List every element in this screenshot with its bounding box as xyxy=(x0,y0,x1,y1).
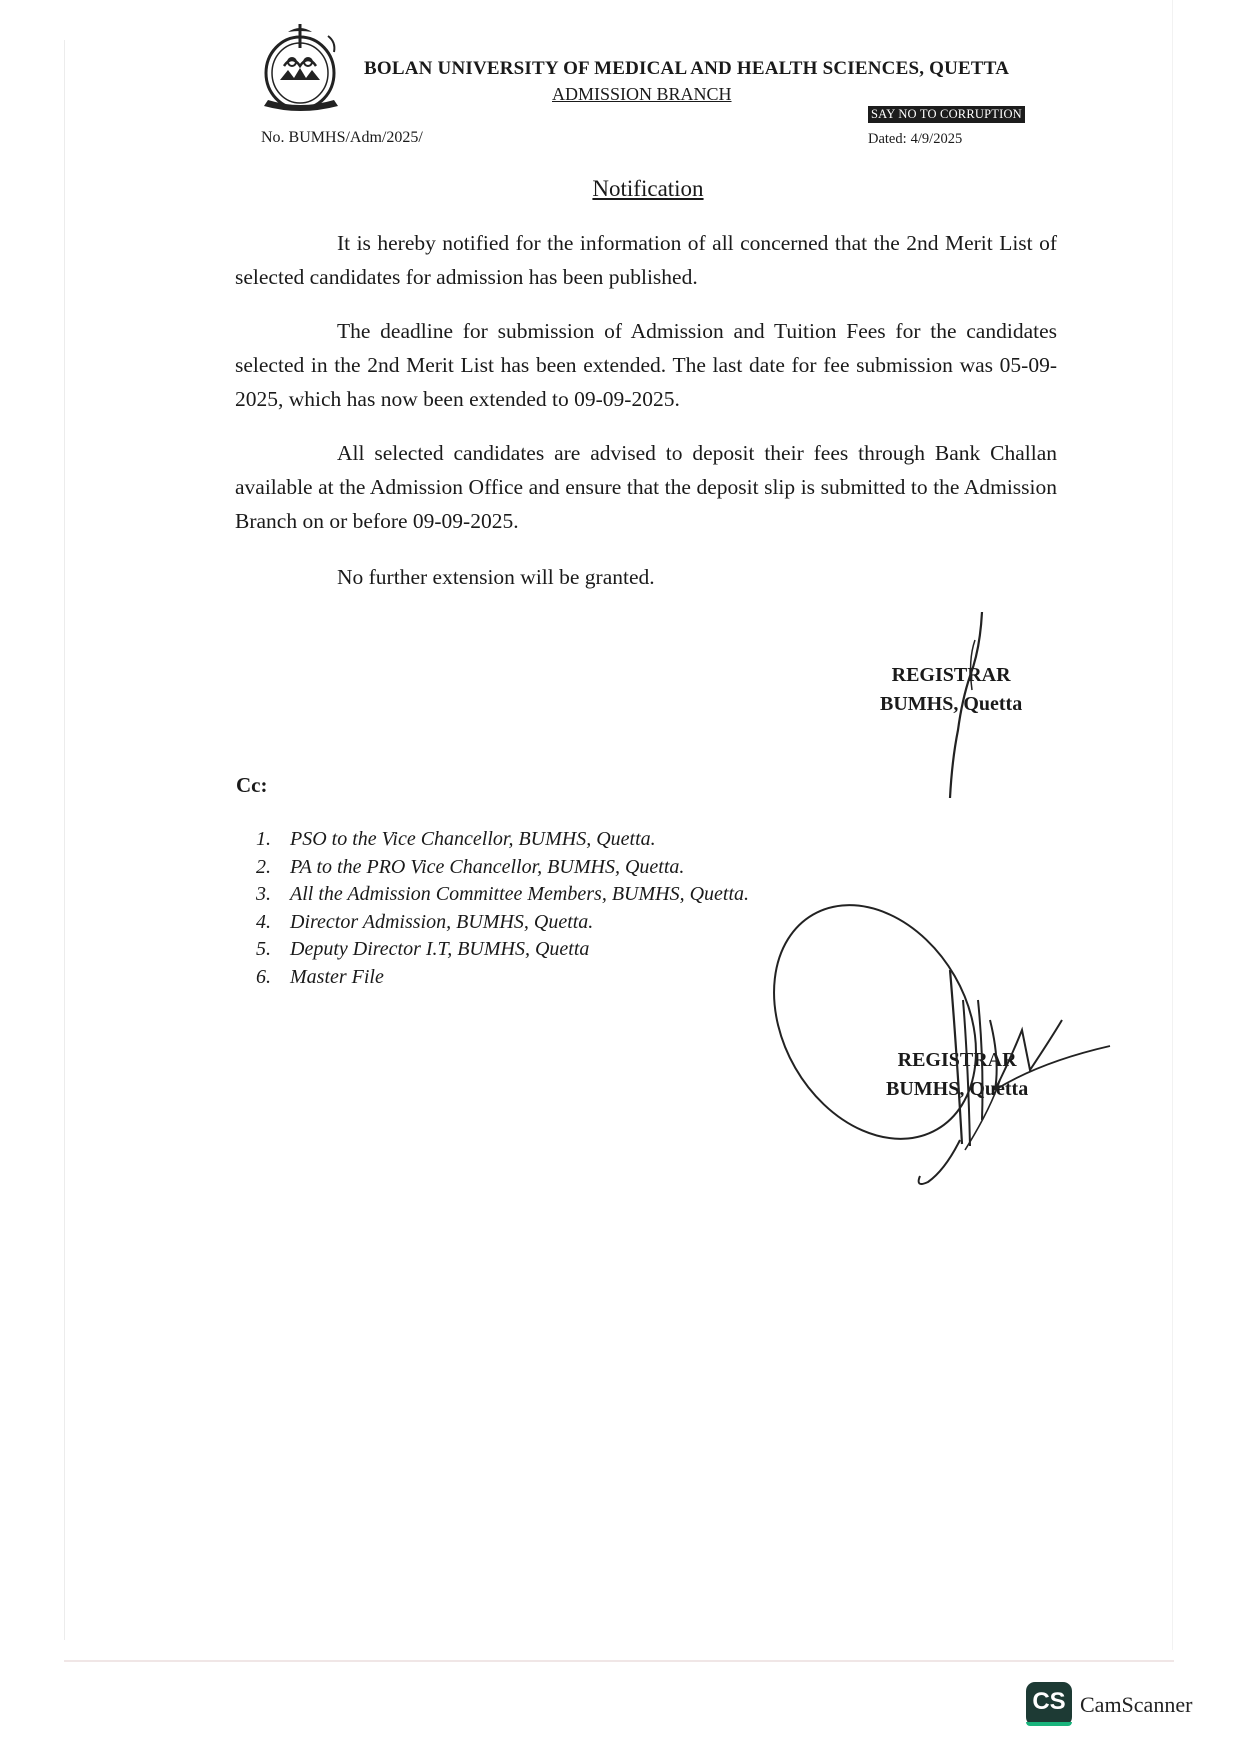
cc-item xyxy=(256,881,749,909)
cc-item-text: Deputy Director I.T, BUMHS, Quetta xyxy=(290,938,590,961)
cc-item xyxy=(256,909,749,937)
branch-name: ADMISSION BRANCH xyxy=(552,84,732,104)
cc-item-number: 6. xyxy=(256,965,271,988)
cc-item-text: Director Admission, BUMHS, Quetta. xyxy=(290,910,594,933)
stamp-designation: REGISTRAR xyxy=(897,1049,1017,1071)
date-value: 4/9/2025 xyxy=(910,131,963,147)
scan-right-edge xyxy=(1172,0,1173,1650)
cc-label: Cc: xyxy=(236,773,268,797)
camscanner-watermark: CamScanner xyxy=(1080,1692,1193,1717)
cc-item-number: 3. xyxy=(256,883,271,906)
notification-title: Notification xyxy=(592,176,704,201)
paragraph-merit-list xyxy=(235,226,1057,294)
paragraph-no-extension xyxy=(235,560,1057,594)
paragraph-deadline xyxy=(235,314,1057,416)
cc-item-text: PA to the PRO Vice Chancellor, BUMHS, Quetta. xyxy=(290,855,685,878)
cc-item xyxy=(256,936,749,964)
cc-item-number: 5. xyxy=(256,938,271,961)
signatory-organization: BUMHS, Quetta xyxy=(880,693,1023,715)
cc-item-number: 4. xyxy=(256,910,271,933)
paragraph-3-text: All selected candidates are advised to deposit their fees through Bank Challan available at the Admission Office and ensure that the deposit slip is submitted to the Admission Branch on or before 09-09-2025. xyxy=(235,441,1057,533)
cc-list xyxy=(256,826,749,992)
paragraph-1-text: It is hereby notified for the information of all concerned that the 2nd Merit List of selected candidates for admission has been published. xyxy=(235,231,1057,289)
paragraph-2-text: The deadline for submission of Admission and Tuition Fees for the candidates selected in the 2nd Merit List has been extended. The last date for fee submission was 05-09-2025, which has now been extended to 09-09-2025. xyxy=(235,319,1057,411)
cc-item-text: All the Admission Committee Members, BUMHS, Quetta. xyxy=(290,883,750,906)
cc-item xyxy=(256,854,749,882)
cc-item-text: Master File xyxy=(290,965,384,988)
stamp-signature-block xyxy=(886,1046,1028,1104)
university-name: BOLAN UNIVERSITY OF MEDICAL AND HEALTH SCIENCES, QUETTA xyxy=(364,58,1010,79)
anti-corruption-slogan: SAY NO TO CORRUPTION xyxy=(868,106,1025,123)
cc-item-number: 2. xyxy=(256,855,271,878)
cc-item xyxy=(256,826,749,854)
signatory-designation: REGISTRAR xyxy=(891,664,1011,686)
reference-number: No. BUMHS/Adm/2025/ xyxy=(261,129,423,146)
cc-item-number: 1. xyxy=(256,828,271,850)
date-label: Dated: xyxy=(868,131,907,147)
stamp-organization: BUMHS, Quetta xyxy=(886,1078,1029,1100)
scan-bottom-edge xyxy=(64,1660,1174,1662)
camscanner-logo-icon: CS xyxy=(1026,1682,1072,1726)
cc-item xyxy=(256,964,749,992)
date-line xyxy=(868,131,962,148)
paragraph-4-text: No further extension will be granted. xyxy=(337,565,655,589)
scan-left-edge xyxy=(64,40,65,1640)
cc-item-text: PSO to the Vice Chancellor, BUMHS, Quetta. xyxy=(290,828,656,850)
university-logo-icon xyxy=(254,18,354,118)
paragraph-deposit xyxy=(235,436,1057,538)
signature-block xyxy=(880,661,1022,719)
